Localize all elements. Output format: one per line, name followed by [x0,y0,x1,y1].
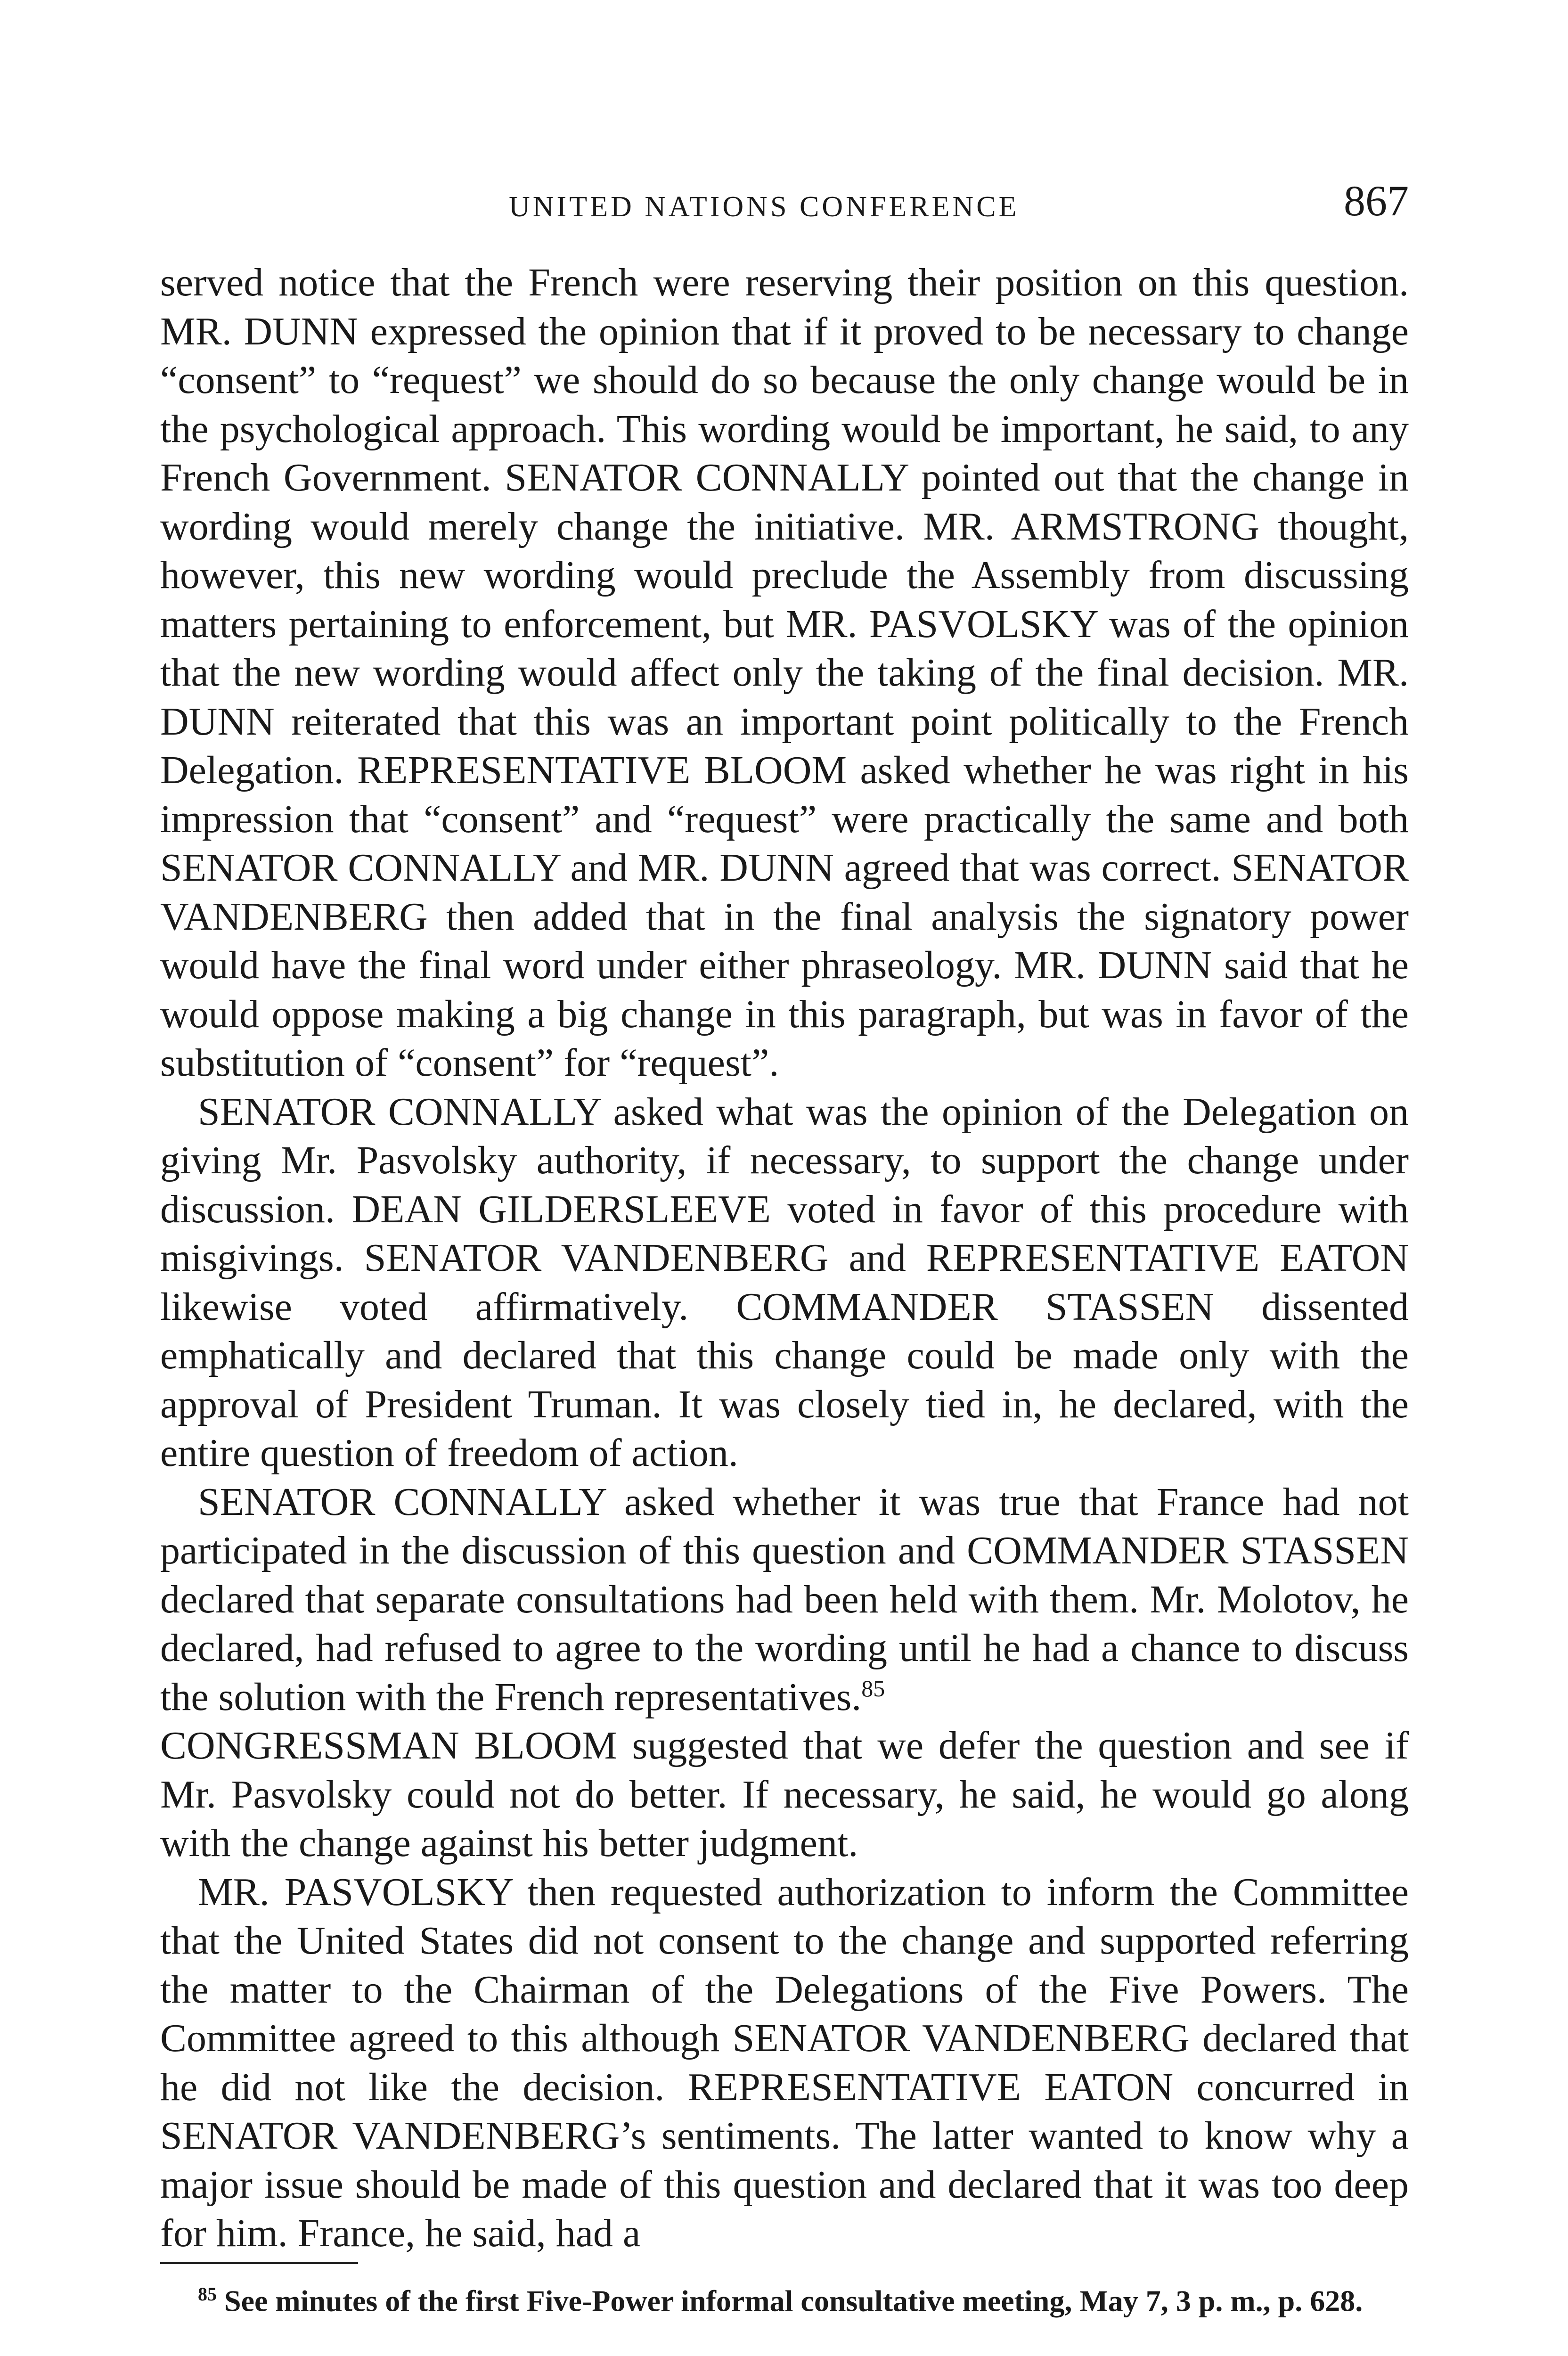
footnote-divider [160,2262,358,2264]
footnote-reference: 85 [861,1675,885,1702]
footnote-text: See minutes of the first Five-Power informal consultative meeting, May 7, 3 p. m., p. 628. [224,2284,1363,2318]
paragraph-4: CONGRESSMAN BLOOM suggested that we defer the question and see if Mr. Pasvolsky could not do better. If necessary, he said, he would go along with the change against his better judgment. [160,1724,1409,1865]
footnote-marker: 85 [198,2283,217,2305]
paragraph-2: SENATOR CONNALLY asked what was the opinion of the Delegation on giving Mr. Pasvolsky authority, if necessary, to support the change under discussion. DEAN GILDERSLEEVE voted in favor of this procedure with misgivings. SENATOR VANDENBERG and REPRESENTATIVE EATON likewise voted affirmatively. COMMANDER STASSEN dissented emphatically and declared that this change could be made only with the approval of President Truman. It was closely tied in, he declared, with the entire question of freedom of action. [160,1089,1409,1475]
paragraph-1: served notice that the French were reserving their position on this question. MR. DUNN expressed the opinion that if it proved to be necessary to change “consent” to “request” we should do so because the only change would be in the psychological approach. This wording would be important, he said, to any French Government. SENATOR CONNALLY pointed out that the change in wording would merely change the initiative. MR. ARMSTRONG thought, however, this new wording would preclude the Assembly from discussing matters pertaining to enforcement, but MR. PASVOLSKY was of the opinion that the new wording would affect only the taking of the final decision. MR. DUNN reiterated that this was an important point politically to the French Delegation. REPRESENTATIVE BLOOM asked whether he was right in his impression that “consent” and “request” were practically the same and both SENATOR CONNALLY and MR. DUNN agreed that was correct. SENATOR VANDENBERG then added that in the final analysis the signatory power would have the final word under either phraseology. MR. DUNN said that he would oppose making a big change in this paragraph, but was in favor of the substitution of “consent” for “request”. [160,261,1409,1085]
paragraph-3-text: SENATOR CONNALLY asked whether it was true that France had not participated in the discussion of this question and COMMANDER STASSEN declared that separate consultations had been held with them. Mr. Molotov, he declared, had refused to agree to the wording until he had a chance to discuss the solution with the French representatives. [160,1480,1409,1719]
running-head: UNITED NATIONS CONFERENCE [509,191,1020,223]
paragraph-3 [160,1478,1409,1722]
paragraph-5: MR. PASVOLSKY then requested authorization to inform the Committee that the United States did not consent to the change and supported referring the matter to the Chairman of the Delegations of the Five Powers. The Committee agreed to this although SENATOR VANDENBERG declared that he did not like the decision. REPRESENTATIVE EATON concurred in SENATOR VANDENBERG’s sentiments. The latter wanted to know why a major issue should be made of this question and declared that it was too deep for him. France, he said, had a [160,1870,1409,2255]
footnote [160,2276,1409,2319]
page-number: 867 [1344,177,1409,225]
body-text [160,258,1409,2258]
page-header [160,179,1409,236]
